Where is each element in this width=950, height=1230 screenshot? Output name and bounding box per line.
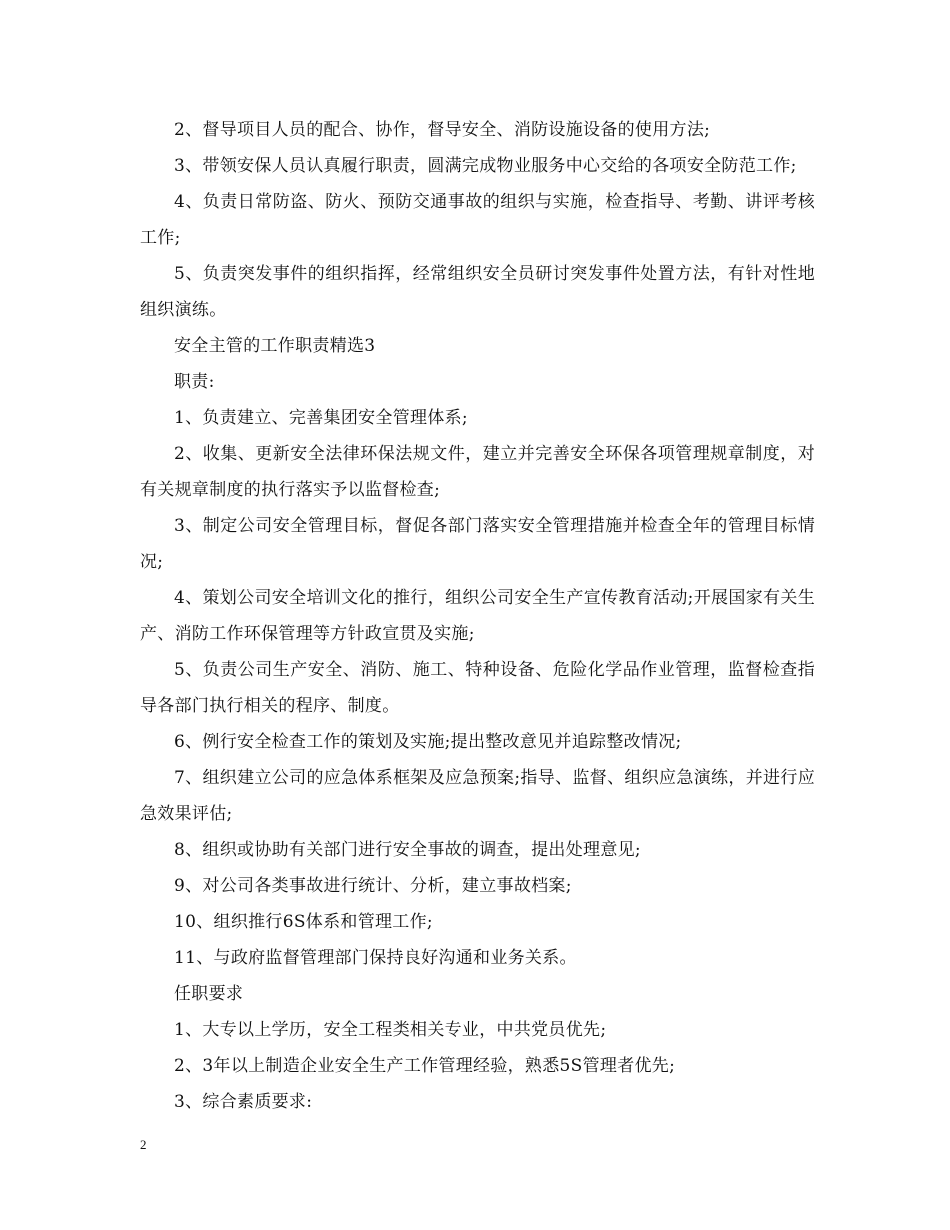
paragraph: 2、督导项目人员的配合、协作，督导安全、消防设施设备的使用方法; xyxy=(174,120,711,140)
document-body xyxy=(140,112,815,1120)
paragraph: 1、大专以上学历，安全工程类相关专业，中共党员优先; xyxy=(174,1020,607,1040)
paragraph: 3、制定公司安全管理目标，督促各部门落实安全管理措施并检查全年的管理目标情况; xyxy=(140,516,815,572)
paragraph: 8、组织或协助有关部门进行安全事故的调查，提出处理意见; xyxy=(174,840,641,860)
paragraph: 5、负责突发事件的组织指挥，经常组织安全员研讨突发事件处置方法，有针对性地组织演练。 xyxy=(140,264,815,320)
paragraph: 2、3年以上制造企业安全生产工作管理经验，熟悉5S管理者优先; xyxy=(174,1056,676,1076)
subheading-requirements: 任职要求 xyxy=(174,984,244,1004)
paragraph: 3、综合素质要求: xyxy=(174,1092,313,1112)
paragraph: 9、对公司各类事故进行统计、分析，建立事故档案; xyxy=(174,876,572,896)
paragraph: 3、带领安保人员认真履行职责，圆满完成物业服务中心交给的各项安全防范工作; xyxy=(174,156,797,176)
subheading-duties: 职责: xyxy=(174,372,215,392)
paragraph: 11、与政府监督管理部门保持良好沟通和业务关系。 xyxy=(174,948,577,968)
paragraph: 4、负责日常防盗、防火、预防交通事故的组织与实施，检查指导、考勤、讲评考核工作; xyxy=(140,192,815,248)
page-number: 2 xyxy=(140,1137,147,1152)
paragraph: 10、组织推行6S体系和管理工作; xyxy=(174,912,433,932)
paragraph: 5、负责公司生产安全、消防、施工、特种设备、危险化学品作业管理，监督检查指导各部门执行相关的程序、制度。 xyxy=(140,660,815,716)
paragraph: 1、负责建立、完善集团安全管理体系; xyxy=(174,408,468,428)
section-heading: 安全主管的工作职责精选3 xyxy=(174,336,376,356)
paragraph: 4、策划公司安全培训文化的推行，组织公司安全生产宣传教育活动;开展国家有关生产、消防工作环保管理等方针政宣贯及实施; xyxy=(140,588,815,644)
paragraph: 6、例行安全检查工作的策划及实施;提出整改意见并追踪整改情况; xyxy=(174,732,682,752)
paragraph: 2、收集、更新安全法律环保法规文件，建立并完善安全环保各项管理规章制度，对有关规章制度的执行落实予以监督检查; xyxy=(140,444,815,500)
paragraph: 7、组织建立公司的应急体系框架及应急预案;指导、监督、组织应急演练，并进行应急效果评估; xyxy=(140,768,815,824)
